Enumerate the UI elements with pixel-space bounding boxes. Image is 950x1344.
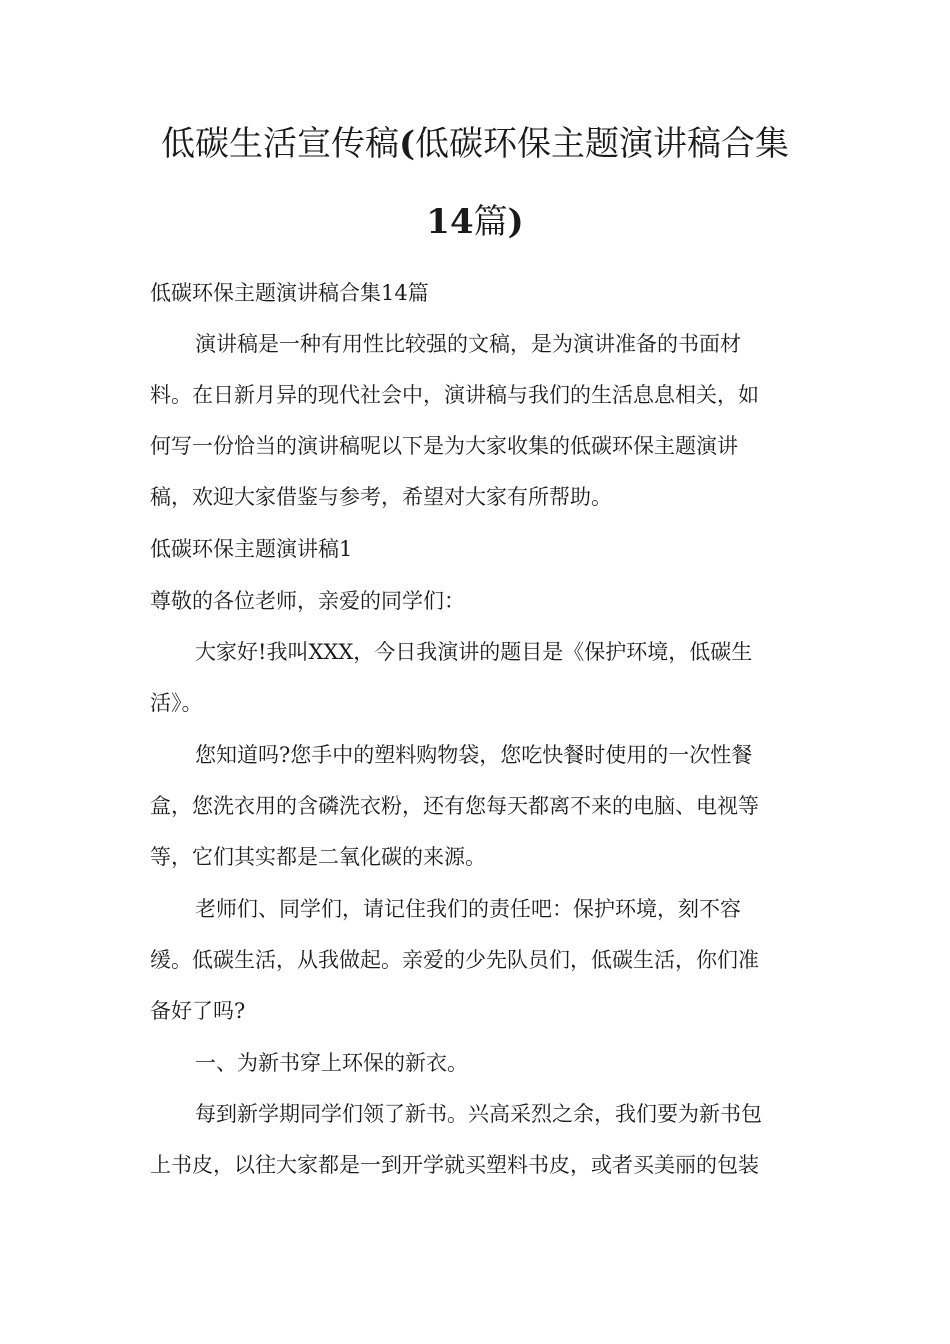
paragraph-line: 何写一份恰当的演讲稿呢以下是为大家收集的低碳环保主题演讲: [150, 434, 738, 458]
paragraph-line: 上书皮，以往大家都是一到开学就买塑料书皮，或者买美丽的包装: [150, 1153, 759, 1177]
title-close-paren: ): [507, 202, 524, 242]
collection-subtitle: 低碳环保主题演讲稿合集14篇: [150, 281, 429, 305]
paragraph-line: 料。在日新月异的现代社会中，演讲稿与我们的生活息息相关，如: [150, 383, 759, 407]
title-open-paren: (: [398, 124, 416, 164]
paragraph-line: 大家好!我叫XXX，今日我演讲的题目是《保护环境，低碳生: [195, 640, 753, 664]
title-text-part-1: 低碳生活宣传稿: [160, 124, 399, 164]
paragraph-line: 每到新学期同学们领了新书。兴高采烈之余，我们要为新书包: [195, 1102, 762, 1126]
paragraph-line: 稿，欢迎大家借鉴与参考，希望对大家有所帮助。: [150, 485, 612, 509]
paragraph-line: 您知道吗?您手中的塑料购物袋，您吃快餐时使用的一次性餐: [195, 743, 753, 767]
paragraph-line: 盒，您洗衣用的含磷洗衣粉，还有您每天都离不来的电脑、电视等: [150, 794, 759, 818]
title-unit: 篇: [473, 202, 508, 242]
subsection-heading: 一、为新书穿上环保的新衣。: [195, 1051, 468, 1075]
paragraph-line: 活》。: [150, 691, 203, 715]
paragraph-line: 等，它们其实都是二氧化碳的来源。: [150, 845, 486, 869]
salutation: 尊敬的各位老师，亲爱的同学们：: [150, 589, 465, 613]
document-title-line-2: [110, 202, 840, 242]
title-count: 14: [426, 202, 474, 242]
paragraph-line: 备好了吗?: [150, 999, 246, 1023]
paragraph-line: 演讲稿是一种有用性比较强的文稿，是为演讲准备的书面材: [195, 332, 741, 356]
paragraph-line: 老师们、同学们，请记住我们的责任吧：保护环境，刻不容: [195, 897, 741, 921]
title-text-part-2: 低碳环保主题演讲稿合集: [415, 124, 790, 164]
section-heading: 低碳环保主题演讲稿1: [150, 537, 353, 561]
document-title-line-1: [110, 124, 840, 164]
paragraph-line: 缓。低碳生活，从我做起。亲爱的少先队员们，低碳生活，你们准: [150, 948, 759, 972]
